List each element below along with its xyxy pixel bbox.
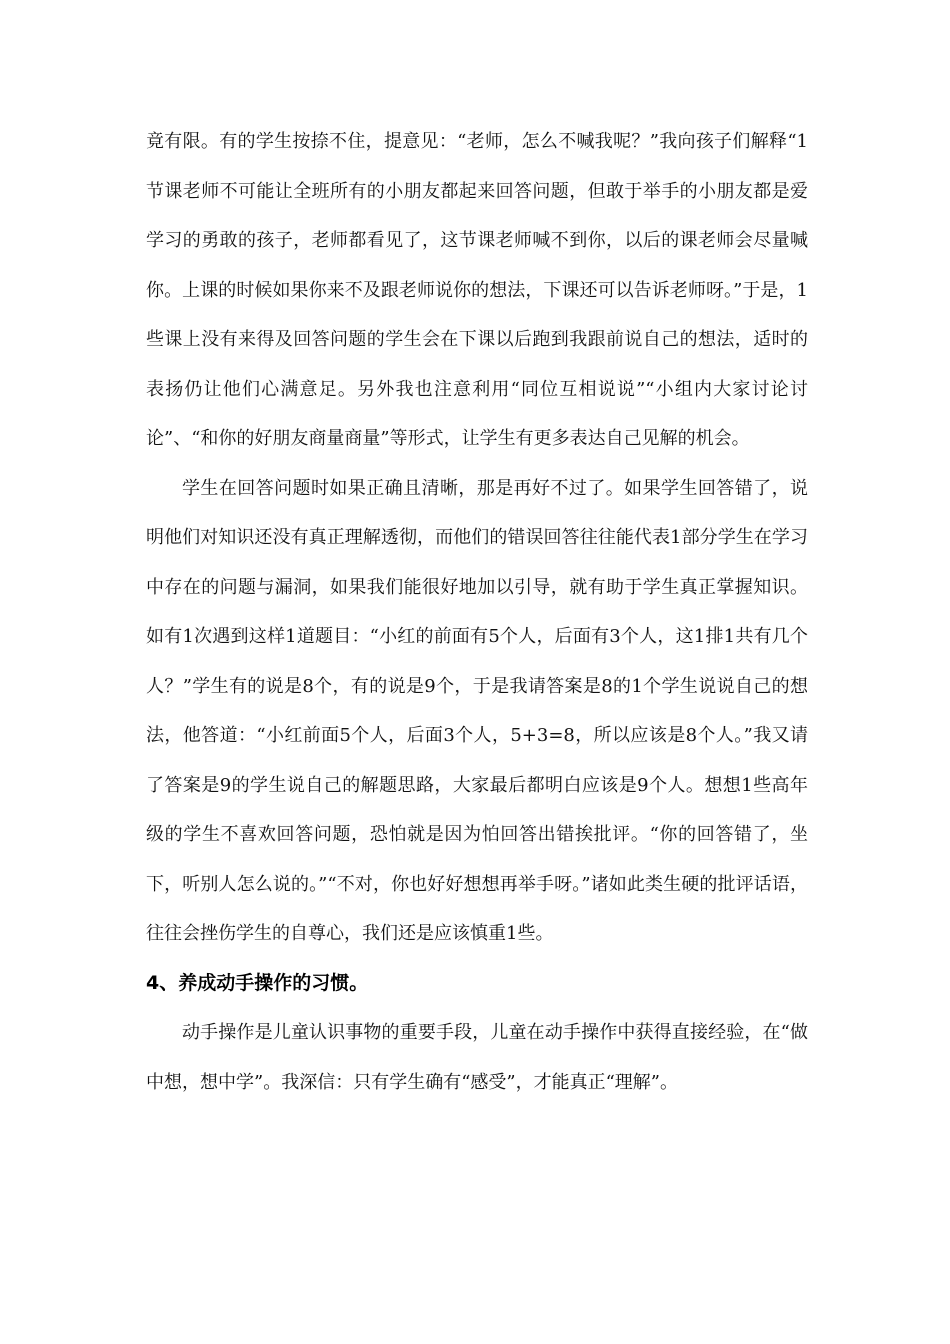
paragraph-hands-on: 动手操作是儿童认识事物的重要手段，儿童在动手操作中获得直接经验，在“做中想，想中学”。我深信：只有学生确有“感受”，才能真正“理解”。 [146,1022,808,1093]
paragraph-answer-errors: 学生在回答问题时如果正确且清晰，那是再好不过了。如果学生回答错了，说明他们对知识还没有真正理解透彻，而他们的错误回答往往能代表1部分学生在学习中存在的问题与漏洞，如果我们能很好地加以引导，就有助于学生真正掌握知识。如有1次遇到这样1道题目：“小红的前面有5个人，后面有3个人，这1排1共有几个人？”学生有的说是8个，有的说是9个，于是我请答案是8的1个学生说说自己的想法，他答道：“小红前面5个人，后面3个人，5+3=8，所以应该是8个人。”我又请了答案是9的学生说自己的解题思路，大家最后都明白应该是9个人。想想1些高年级的学生不喜欢回答问题，恐怕就是因为怕回答出错挨批评。“你的回答错了，坐下，听别人怎么说的。”“不对，你也好好想想再举手呀。”诸如此类生硬的批评话语，往往会挫伤学生的自尊心，我们还是应该慎重1些。 [146,477,808,944]
section-heading: 4、养成动手操作的习惯。 [146,971,369,994]
paragraph-continuation: 竟有限。有的学生按捺不住，提意见：“老师，怎么不喊我呢？”我向孩子们解释“1节课老师不可能让全班所有的小朋友都起来回答问题，但敢于举手的小朋友都是爱学习的勇敢的孩子，老师都看见了，这节课老师喊不到你，以后的课老师会尽量喊你。上课的时候如果你来不及跟老师说你的想法，下课还可以告诉老师呀。”于是，1些课上没有来得及回答问题的学生会在下课以后跑到我跟前说自己的想法，适时的表扬仍让他们心满意足。另外我也注意利用“同位互相说说”“小组内大家讨论讨论”、“和你的好朋友商量商量”等形式，让学生有更多表达自己见解的机会。 [146,131,808,449]
document-body [146,117,808,1107]
